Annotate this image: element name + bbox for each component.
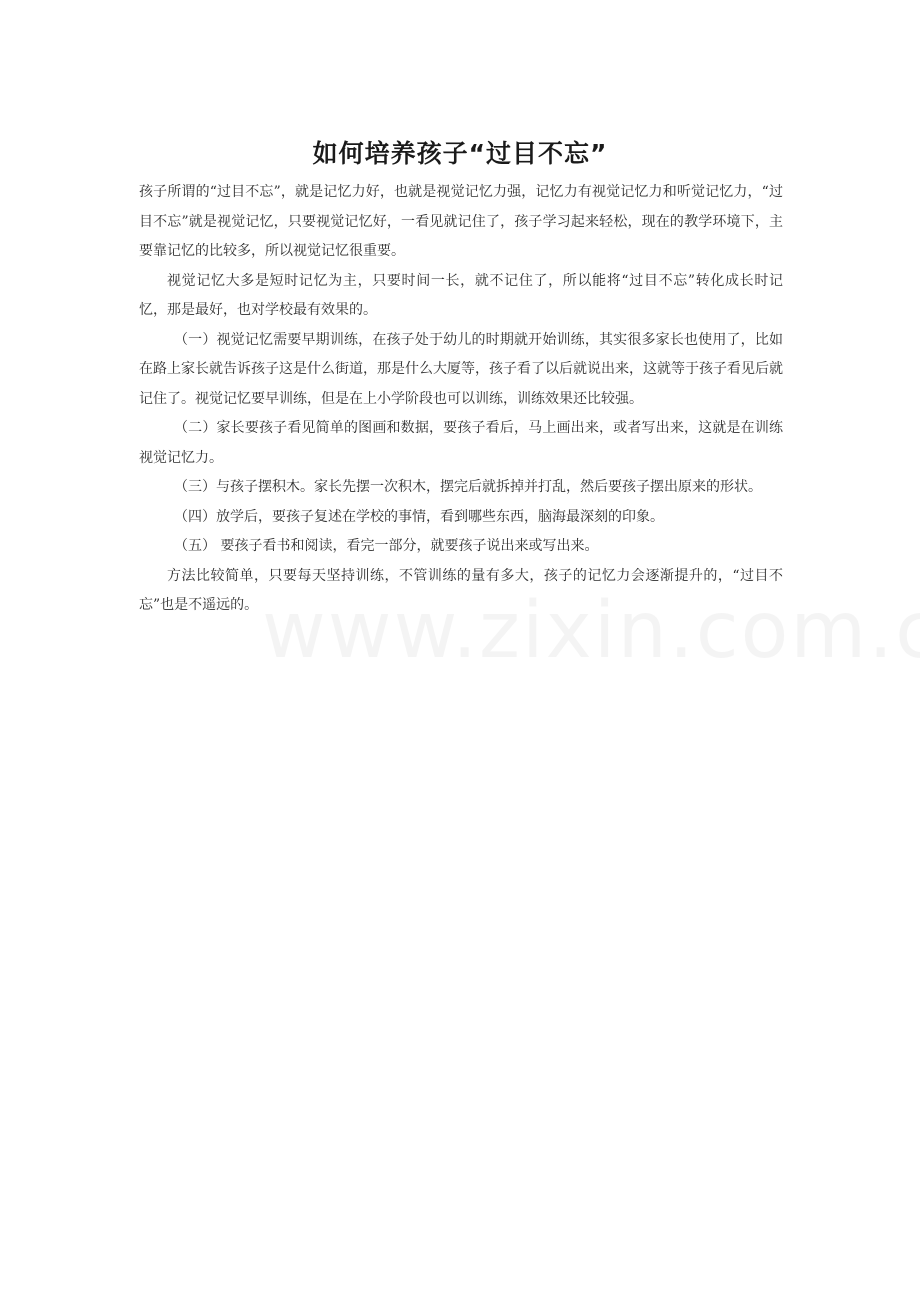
paragraph-method-1: （一）视觉记忆需要早期训练，在孩子处于幼儿的时期就开始训练，其实很多家长也使用了，比如在路上家长就告诉孩子这是什么街道，那是什么大厦等，孩子看了以后就说出来，这就等于孩子看见后就记住了。视觉记忆要早训练，但是在上小学阶段也可以训练，训练效果还比较强。 xyxy=(139,331,783,407)
paragraph-method-2: （二）家长要孩子看见简单的图画和数据，要孩子看后，马上画出来，或者写出来，这就是在训练视觉记忆力。 xyxy=(139,420,783,466)
paragraph-conclusion: 方法比较简单，只要每天坚持训练，不管训练的量有多大，孩子的记忆力会逐渐提升的，“过目不忘”也是不遥远的。 xyxy=(139,567,783,613)
paragraph-short-term-memory: 视觉记忆大多是短时记忆为主，只要时间一长，就不记住了，所以能将“过目不忘”转化成长时记忆，那是最好，也对学校最有效果的。 xyxy=(139,272,783,318)
document-title: 如何培养孩子“过目不忘” xyxy=(312,139,608,168)
paragraph-method-4: （四）放学后，要孩子复述在学校的事情，看到哪些东西，脑海最深刻的印象。 xyxy=(174,508,664,525)
document-body xyxy=(139,178,783,621)
paragraph-method-5: （五） 要孩子看书和阅读，看完一部分，就要孩子说出来或写出来。 xyxy=(174,538,599,554)
paragraph-intro: 孩子所谓的“过目不忘”，就是记忆力好，也就是视觉记忆力强，记忆力有视觉记忆力和听觉记忆力，“过目不忘”就是视觉记忆，只要视觉记忆好，一看见就记住了，孩子学习起来轻松，现在的教学环境下，主要靠记忆的比较多，所以视觉记忆很重要。 xyxy=(139,184,783,259)
paragraph-method-3: （三）与孩子摆积木。家长先摆一次积木，摆完后就拆掉并打乱，然后要孩子摆出原来的形状。 xyxy=(174,479,762,495)
